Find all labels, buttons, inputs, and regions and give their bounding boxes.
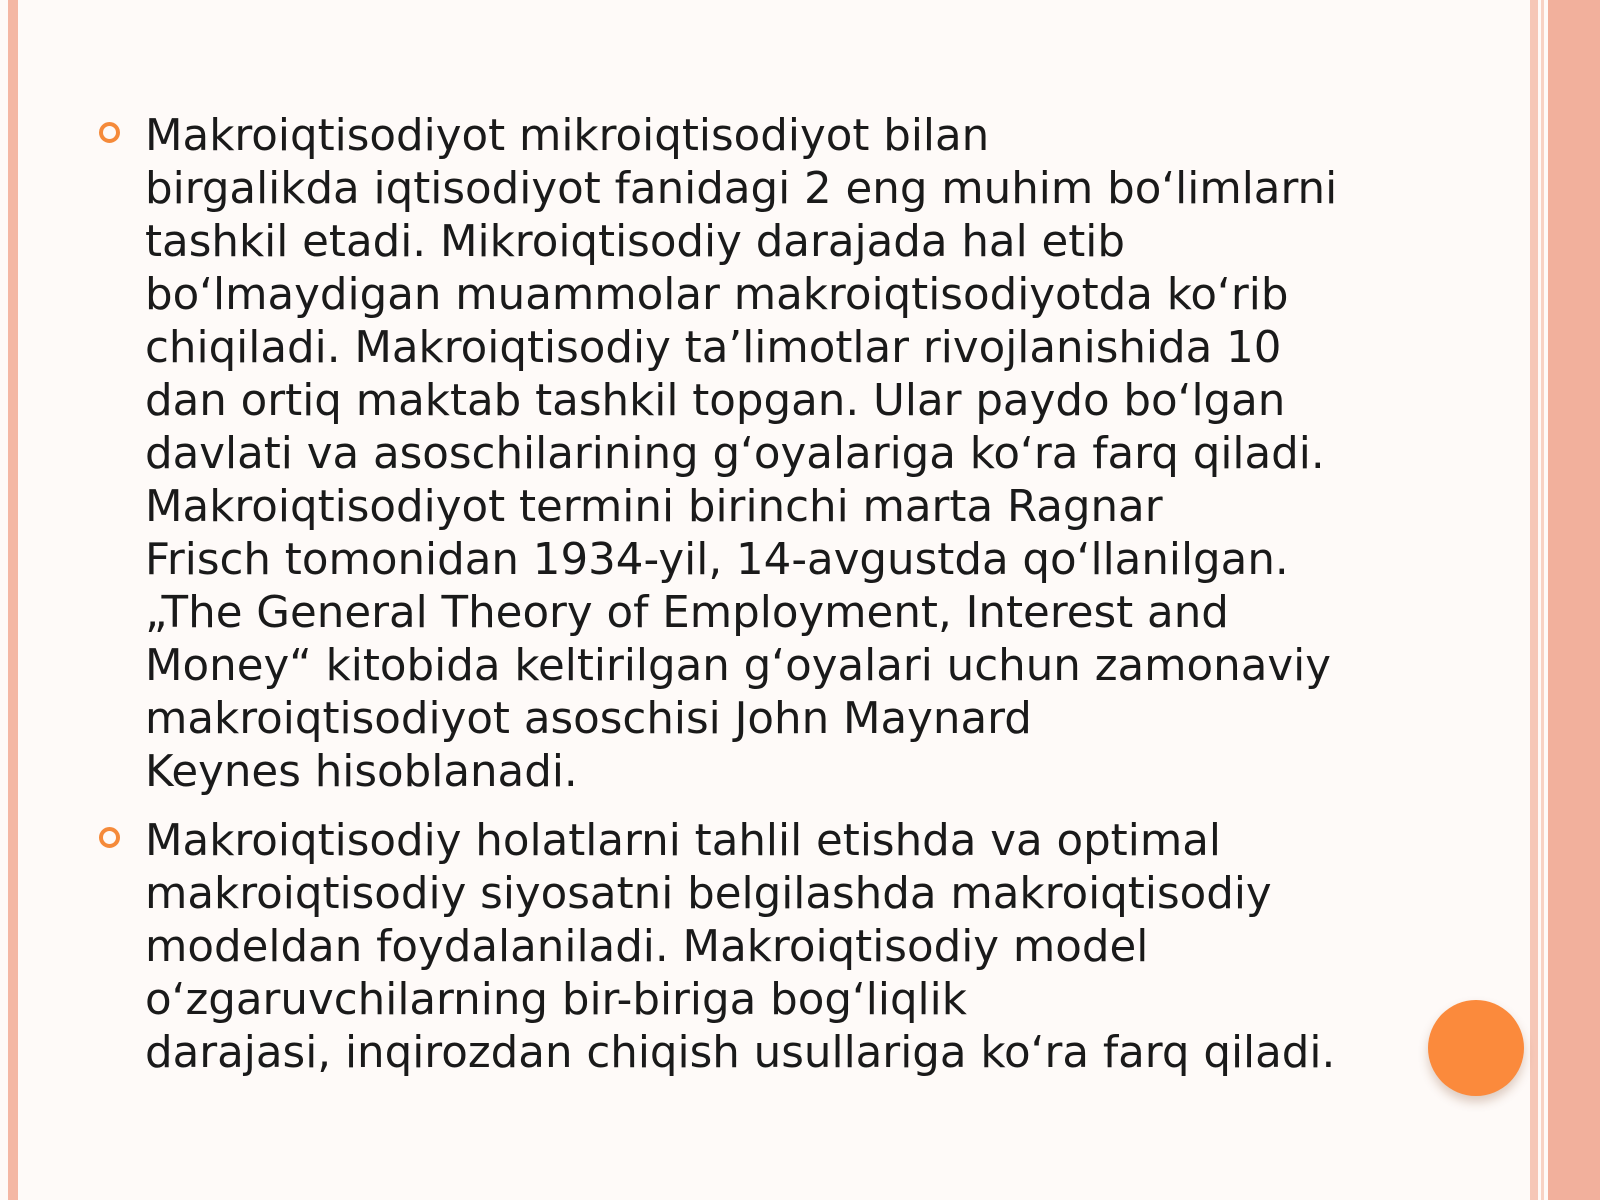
right-accent-stripe <box>1530 0 1538 1200</box>
circle-bullet-icon <box>99 827 120 848</box>
bullet-text: Makroiqtisodiy holatlarni tahlil etishda va optimal makroiqtisodiy siyosatni belgilashda makroiqtisodiy modeldan foydalaniladi. Makroiqtisodiy model oʻzgaruvchilarning bir-biriga bogʻliqlik darajasi, inqirozdan chiqish usullariga koʻra farq qiladi. <box>145 816 1336 1078</box>
right-accent-line <box>1541 0 1544 1200</box>
circle-bullet-icon <box>99 122 120 143</box>
left-accent-bar <box>8 0 18 1200</box>
bullet-item <box>95 815 1415 1080</box>
right-accent-band <box>1548 0 1600 1200</box>
bullet-item <box>95 110 1415 799</box>
decorative-orange-circle <box>1428 1000 1524 1096</box>
slide-body <box>95 110 1415 1080</box>
bullet-text: Makroiqtisodiyot mikroiqtisodiyot bilan birgalikda iqtisodiyot fanidagi 2 eng muhim boʻlimlarni tashkil etadi. Mikroiqtisodiy darajada hal etib boʻlmaydigan muammolar makroiqtisodiyotda koʻrib chiqiladi. Makroiqtisodiy taʼlimotlar rivojlanishida 10 dan ortiq maktab tashkil topgan. Ular paydo boʻlgan davlati va asoschilarining gʻoyalariga koʻra farq qiladi. Makroiqtisodiyot termini birinchi marta Ragnar Frisch tomonidan 1934-yil, 14-avgustda qoʻllanilgan. „The General Theory of Employment, Interest and Money“ kitobida keltirilgan gʻoyalari uchun zamonaviy makroiqtisodiyot asoschisi John Maynard Keynes hisoblanadi. <box>145 111 1338 797</box>
